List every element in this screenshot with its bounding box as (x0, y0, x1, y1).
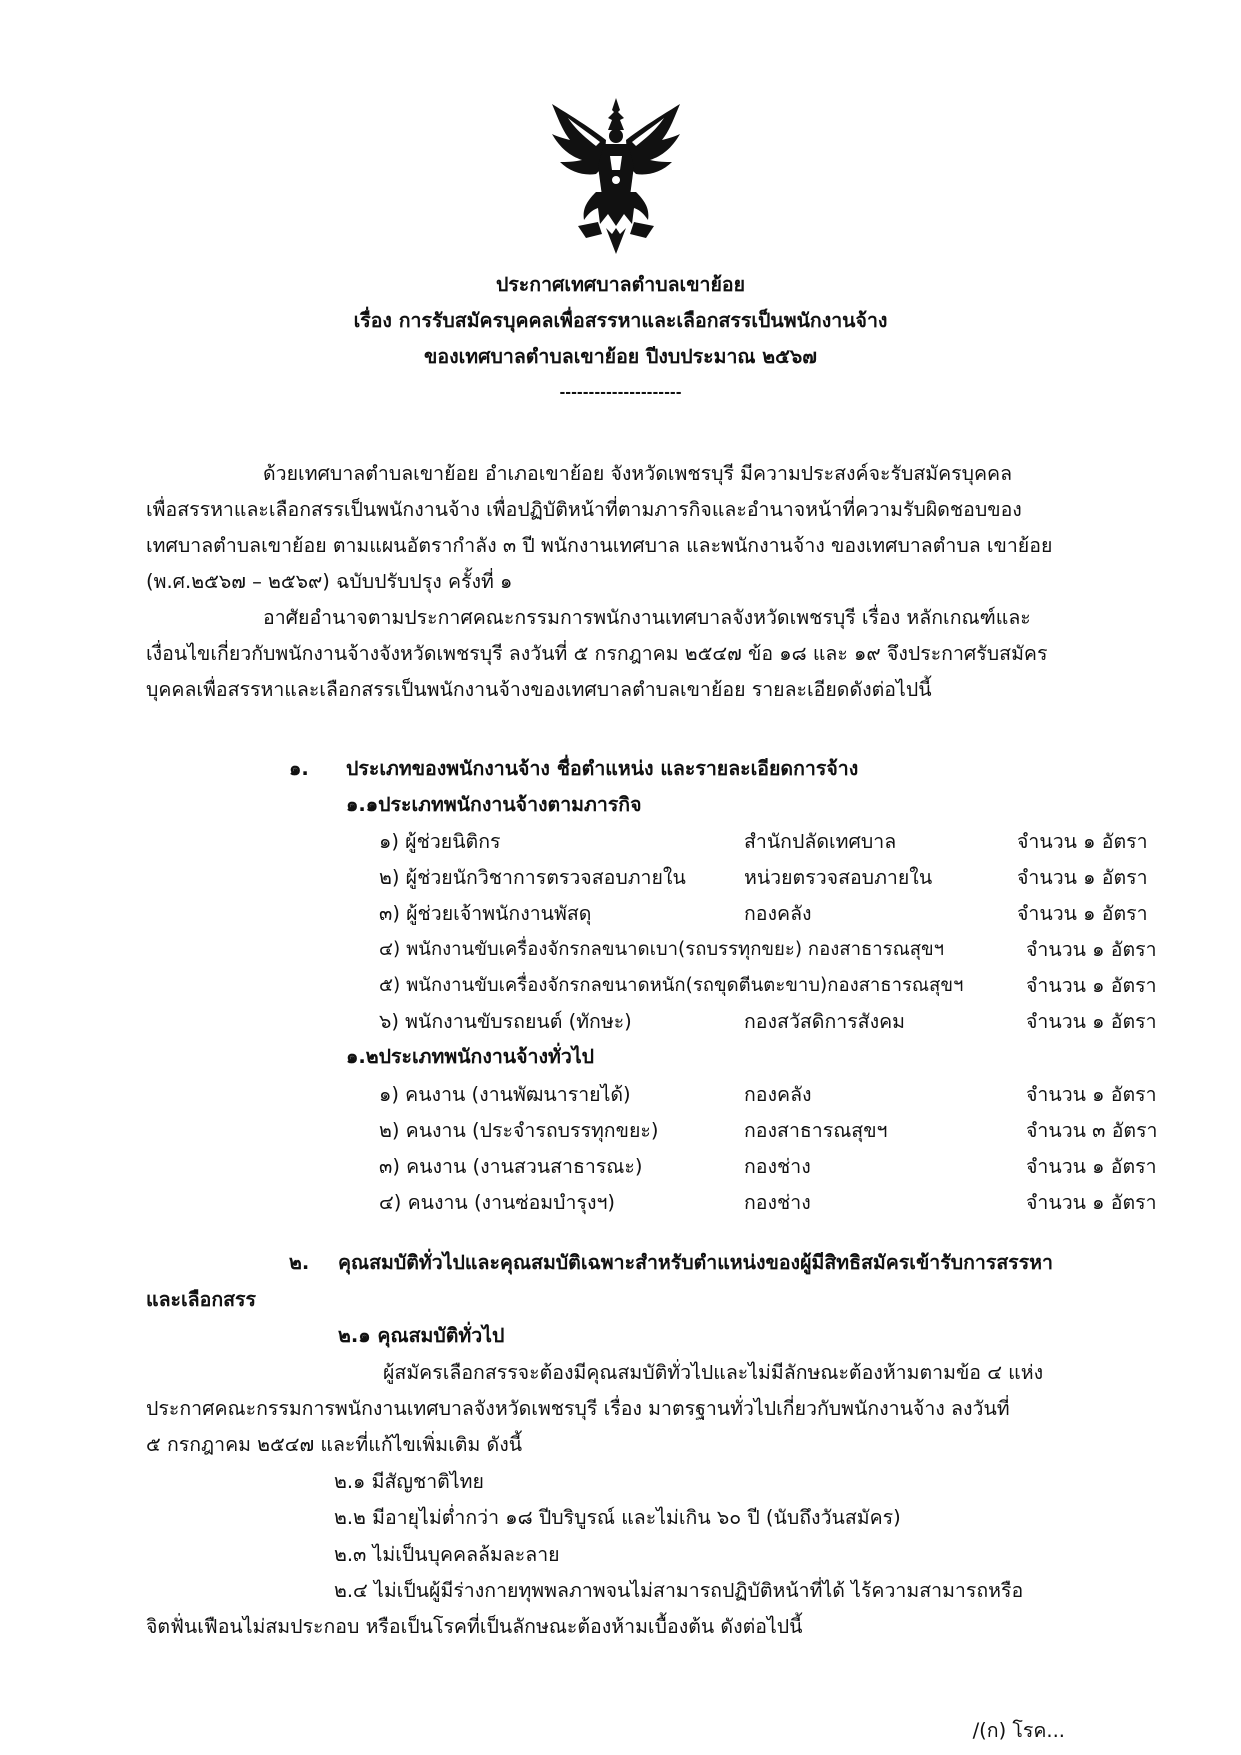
position-name: ๔) พนักงานขับเครื่องจักรกลขนาดเบา(รถบรรทุกขยะ) กองสาธารณสุขฯ (379, 939, 945, 960)
intro-paragraph-2: บุคคลเพื่อสรรหาและเลือกสรรเป็นพนักงานจ้างของเทศบาลตำบลเขาย้อย รายละเอียดดังต่อไปนี้ (146, 678, 932, 701)
intro-paragraph-1: เพื่อสรรหาและเลือกสรรเป็นพนักงานจ้าง เพื่อปฏิบัติหน้าที่ตามภารกิจและอำนาจหน้าที่ความรับผิดชอบของ (146, 498, 1022, 521)
position-count: จำนวน ๑ อัตรา (1017, 866, 1148, 889)
position-count: จำนวน ๓ อัตรา (1026, 1119, 1158, 1142)
qualification-item: ๒.๔ ไม่เป็นผู้มีร่างกายทุพพลภาพจนไม่สามารถปฏิบัติหน้าที่ได้ ไร้ความสามารถหรือ (334, 1579, 1024, 1602)
intro-paragraph-2: อาศัยอำนาจตามประกาศคณะกรรมการพนักงานเทศบาลจังหวัดเพชรบุรี เรื่อง หลักเกณฑ์และ (263, 606, 1031, 629)
qualification-paragraph: ๕ กรกฎาคม ๒๕๔๗ และที่แก้ไขเพิ่มเติม ดังนี้ (146, 1433, 523, 1456)
section-2-title-line2: และเลือกสรร (146, 1288, 256, 1311)
position-count: จำนวน ๑ อัตรา (1026, 1155, 1157, 1178)
position-count: จำนวน ๑ อัตรา (1026, 938, 1157, 961)
section-1-2-title: ๑.๒ประเภทพนักงานจ้างทั่วไป (346, 1045, 595, 1068)
qualification-item: ๒.๓ ไม่เป็นบุคคลล้มละลาย (334, 1543, 560, 1566)
department-name: กองคลัง (744, 902, 812, 925)
position-name: ๓) คนงาน (งานสวนสาธารณะ) (379, 1155, 643, 1178)
position-name: ๓) ผู้ช่วยเจ้าพนักงานพัสดุ (379, 902, 592, 925)
position-count: จำนวน ๑ อัตรา (1026, 1010, 1157, 1033)
qualification-item: ๒.๒ มีอายุไม่ต่ำกว่า ๑๘ ปีบริบูรณ์ และไม่เกิน ๖๐ ปี (นับถึงวันสมัคร) (334, 1506, 901, 1529)
intro-paragraph-2: เงื่อนไขเกี่ยวกับพนักงานจ้างจังหวัดเพชรบุรี ลงวันที่ ๕ กรกฎาคม ๒๕๔๗ ข้อ ๑๘ และ ๑๙ จึงประกาศรับสมัคร (146, 642, 1048, 665)
qualification-paragraph: ผู้สมัครเลือกสรรจะต้องมีคุณสมบัติทั่วไปและไม่มีลักษณะต้องห้ามตามข้อ ๔ แห่ง (383, 1361, 1044, 1384)
announcement-title: ประกาศเทศบาลตำบลเขาย้อย (495, 273, 746, 296)
section-1-number: ๑. (289, 757, 309, 780)
section-1-title: ประเภทของพนักงานจ้าง ชื่อตำแหน่ง และรายละเอียดการจ้าง (346, 757, 859, 780)
title-divider: --------------------- (559, 385, 682, 401)
position-name: ๒) ผู้ช่วยนักวิชาการตรวจสอบภายใน (379, 866, 686, 889)
page-continuation: /(ก) โรค... (972, 1719, 1065, 1742)
position-name: ๑) ผู้ช่วยนิติกร (379, 830, 501, 853)
position-name: ๕) พนักงานขับเครื่องจักรกลขนาดหนัก(รถขุดตีนตะขาบ)กองสาธารณสุขฯ (379, 975, 964, 996)
intro-paragraph-1: ด้วยเทศบาลตำบลเขาย้อย อำเภอเขาย้อย จังหวัดเพชรบุรี มีความประสงค์จะรับสมัครบุคคล (263, 462, 1013, 485)
position-name: ๖) พนักงานขับรถยนต์ (ทักษะ) (379, 1010, 632, 1033)
department-name: หน่วยตรวจสอบภายใน (744, 866, 933, 889)
section-2-number: ๒. (289, 1251, 310, 1274)
position-name: ๑) คนงาน (งานพัฒนารายได้) (379, 1083, 631, 1106)
department-name: กองช่าง (744, 1155, 811, 1178)
qualification-item: จิตฟั่นเฟือนไม่สมประกอบ หรือเป็นโรคที่เป็นลักษณะต้องห้ามเบื้องต้น ดังต่อไปนี้ (146, 1615, 803, 1638)
position-count: จำนวน ๑ อัตรา (1026, 974, 1157, 997)
position-count: จำนวน ๑ อัตรา (1026, 1083, 1157, 1106)
department-name: กองช่าง (744, 1191, 811, 1214)
department-name: กองสาธารณสุขฯ (744, 1119, 888, 1142)
position-name: ๔) คนงาน (งานซ่อมบำรุงฯ) (379, 1191, 616, 1214)
garuda-emblem-icon (548, 96, 684, 256)
department-name: สำนักปลัดเทศบาล (744, 830, 897, 853)
position-name: ๒) คนงาน (ประจำรถบรรทุกขยะ) (379, 1119, 659, 1142)
announcement-subject: เรื่อง การรับสมัครบุคคลเพื่อสรรหาและเลือกสรรเป็นพนักงานจ้าง (353, 309, 888, 332)
department-name: กองสวัสดิการสังคม (744, 1010, 906, 1033)
position-count: จำนวน ๑ อัตรา (1026, 1191, 1157, 1214)
section-2-1-title: ๒.๑ คุณสมบัติทั่วไป (338, 1324, 505, 1347)
intro-paragraph-1: เทศบาลตำบลเขาย้อย ตามแผนอัตรากำลัง ๓ ปี พนักงานเทศบาล และพนักงานจ้าง ของเทศบาลตำบล เขาย้อย (146, 534, 1053, 557)
department-name: กองคลัง (744, 1083, 812, 1106)
section-1-1-title: ๑.๑ประเภทพนักงานจ้างตามภารกิจ (346, 793, 642, 816)
qualification-paragraph: ประกาศคณะกรรมการพนักงานเทศบาลจังหวัดเพชรบุรี เรื่อง มาตรฐานทั่วไปเกี่ยวกับพนักงานจ้าง ลงวันที่ (146, 1397, 1010, 1420)
position-count: จำนวน ๑ อัตรา (1017, 830, 1148, 853)
section-2-title: คุณสมบัติทั่วไปและคุณสมบัติเฉพาะสำหรับตำแหน่งของผู้มีสิทธิสมัครเข้ารับการสรรหา (338, 1251, 1053, 1274)
announcement-subject-line2: ของเทศบาลตำบลเขาย้อย ปีงบประมาณ ๒๕๖๗ (424, 345, 817, 368)
intro-paragraph-1: (พ.ศ.๒๕๖๗ – ๒๕๖๙) ฉบับปรับปรุง ครั้งที่ ๑ (146, 570, 513, 593)
qualification-item: ๒.๑ มีสัญชาติไทย (334, 1470, 484, 1493)
position-count: จำนวน ๑ อัตรา (1017, 902, 1148, 925)
